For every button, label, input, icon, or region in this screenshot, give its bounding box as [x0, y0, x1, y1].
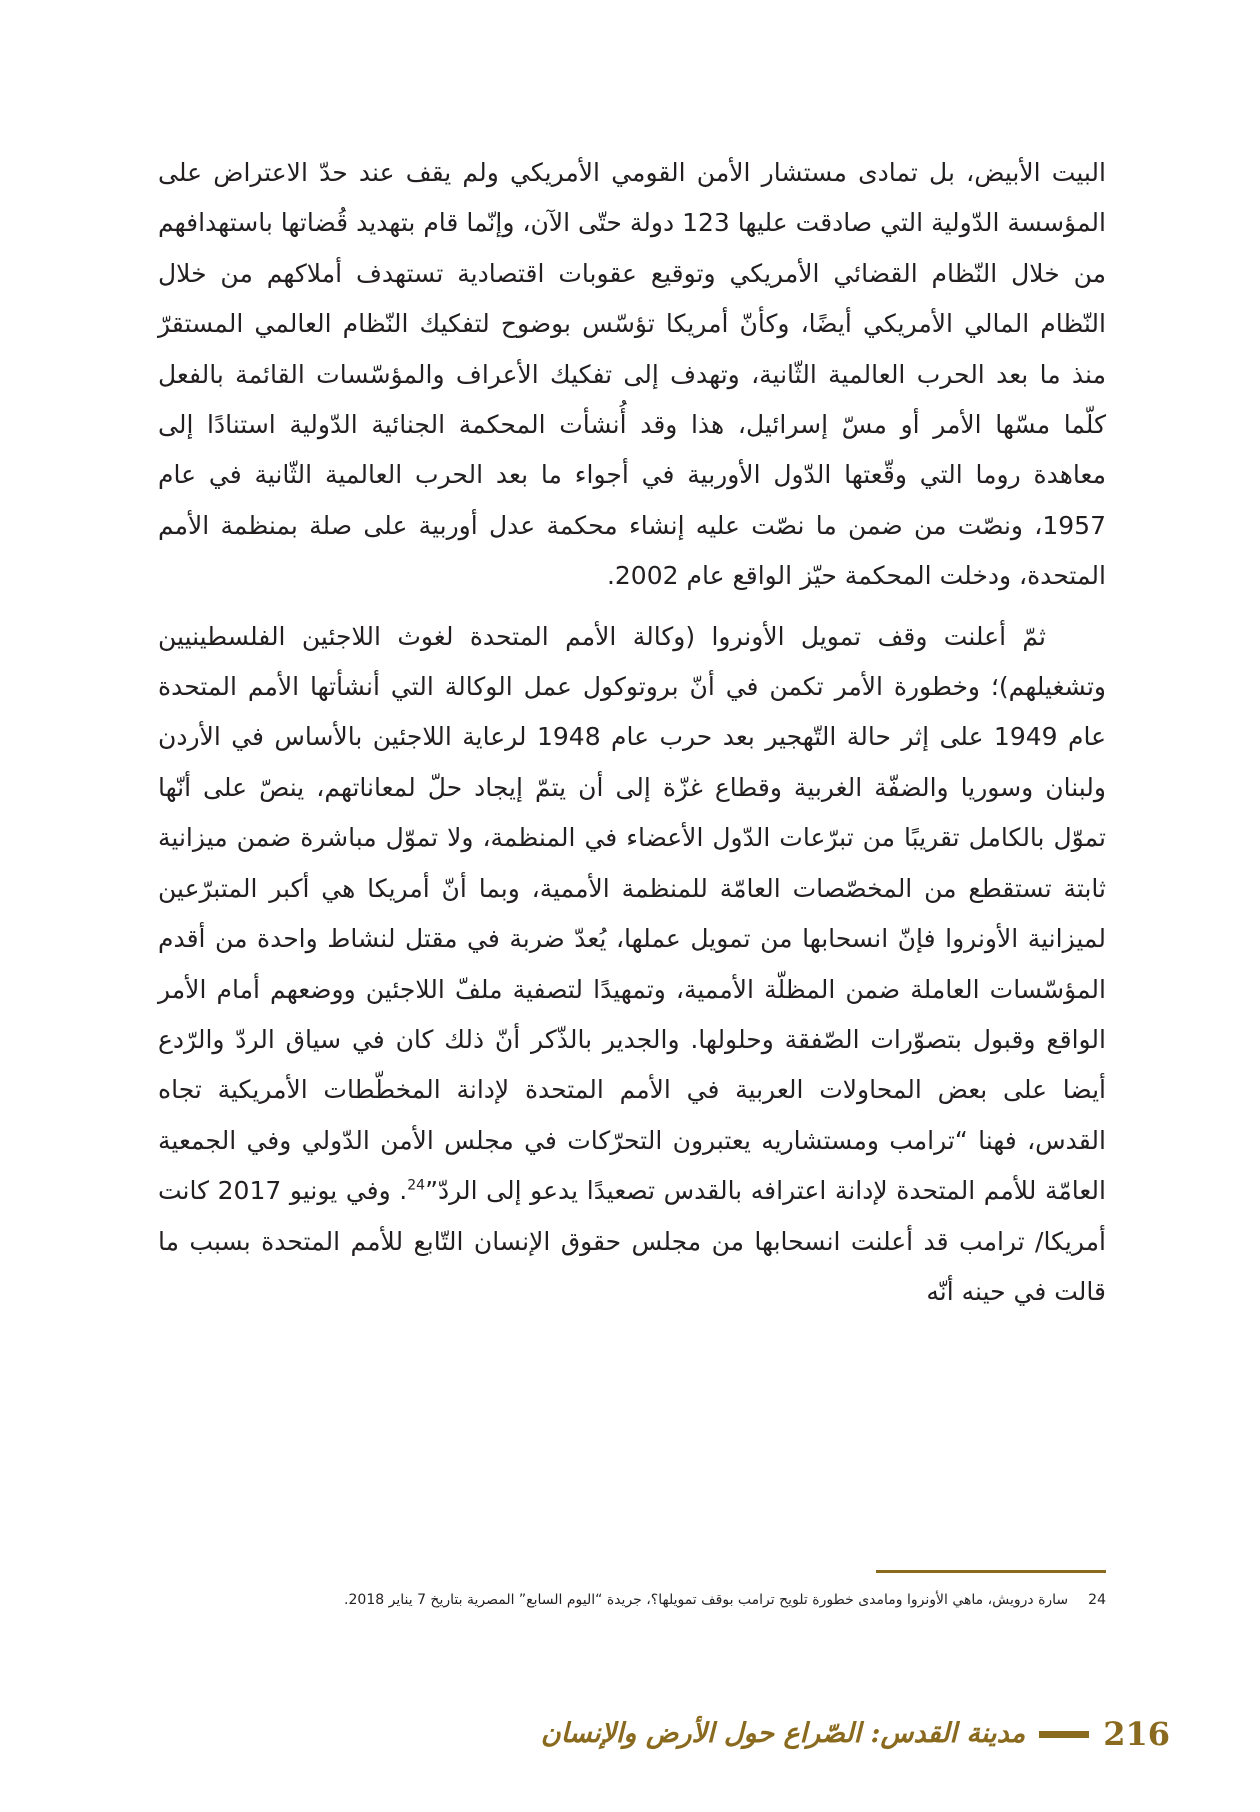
footnote: [158, 1588, 1106, 1612]
footnote-separator: [876, 1570, 1106, 1573]
paragraph: [158, 612, 1106, 1318]
running-footer: [540, 1710, 1170, 1758]
footnote-text: سارة درويش، ماهي الأونروا ومامدى خطورة تلويح ترامب بوقف تمويلها؟، جريدة “اليوم السابع” المصرية بتاريخ 7 يناير 2018.: [344, 1592, 1069, 1608]
book-title: مدينة القدس: الصّراع حول الأرض والإنسان: [540, 1718, 1026, 1749]
paragraph: [158, 148, 1106, 602]
paragraph-text: ثمّ أعلنت وقف تمويل الأونروا (وكالة الأمم المتحدة لغوث اللاجئين الفلسطينيين وتشغيلهم)؛ وخطورة الأمر تكمن في أنّ بروتوكول عمل الوكالة التي أنشأتها الأمم المتحدة عام 1949 على إثر حالة التّهجير بعد حرب عام 1948 لرعاية اللاجئين بالأساس في الأردن ولبنان وسوريا والضفّة الغربية وقطاع غزّة إلى أن يتمّ إيجاد حلّ لمعاناتهم، ينصّ على أنّها تموّل بالكامل تقريبًا من تبرّعات الدّول الأعضاء في المنظمة، ولا تموّل مباشرة ضمن ميزانية ثابتة تستقطع من المخصّصات العامّة للمنظمة الأممية، وبما أنّ أمريكا هي أكبر المتبرّعين لميزانية الأونروا فإنّ انسحابها من تمويل عملها، يُعدّ ضربة في مقتل لنشاط واحدة من أقدم المؤسّسات العاملة ضمن المظلّة الأممية، وتمهيدًا لتصفية ملفّ اللاجئين ووضعهم أمام الأمر الواقع وقبول بتصوّرات الصّفقة وحلولها. والجدير بالذّكر أنّ ذلك كان في سياق الردّ والرّدع أيضا على بعض المحاولات العربية في الأمم المتحدة لإدانة المخطّطات الأمريكية تجاه القدس، فهنا “ترامب ومستشاريه يعتبرون التحرّكات في مجلس الأمن الدّولي وفي الجمعية العامّة للأمم المتحدة لإدانة اعترافه بالقدس تصعيدًا يدعو إلى الردّ”: [158, 621, 1106, 1206]
footnote-reference[interactable]: 24: [407, 1177, 426, 1194]
footnote-number: 24: [1088, 1592, 1106, 1608]
paragraph-text: البيت الأبيض، بل تمادى مستشار الأمن القومي الأمريكي ولم يقف عند حدّ الاعتراض على المؤسسة الدّولية التي صادقت عليها 123 دولة حتّى الآن، وإنّما قام بتهديد قُضاتها باستهدافهم من خلال النّظام القضائي الأمريكي وتوقيع عقوبات اقتصادية تستهدف أملاكهم من خلال النّظام المالي الأمريكي أيضًا، وكأنّ أمريكا تؤسّس بوضوح لتفكيك النّظام العالمي المستقرّ منذ ما بعد الحرب العالمية الثّانية، وتهدف إلى تفكيك الأعراف والمؤسّسات القائمة بالفعل كلّما مسّها الأمر أو مسّ إسرائيل، هذا وقد أُنشأت المحكمة الجنائية الدّولية استنادًا إلى معاهدة روما التي وقّعتها الدّول الأوربية في أجواء ما بعد الحرب العالمية الثّانية في عام 1957، ونصّت من ضمن ما نصّت عليه إنشاء محكمة عدل أوربية على صلة بمنظمة الأمم المتحدة، ودخلت المحكمة حيّز الواقع عام 2002.: [158, 158, 1106, 591]
page-number: 216: [1103, 1715, 1170, 1753]
paragraph-text: . وفي يونيو 2017 كانت أمريكا/ ترامب قد أعلنت انسحابها من مجلس حقوق الإنسان التّابع للأمم المتحدة بسبب ما قالت في حينه أنّه: [158, 1176, 1106, 1306]
main-text: [158, 148, 1106, 1317]
footer-divider-bar: [1039, 1731, 1089, 1738]
